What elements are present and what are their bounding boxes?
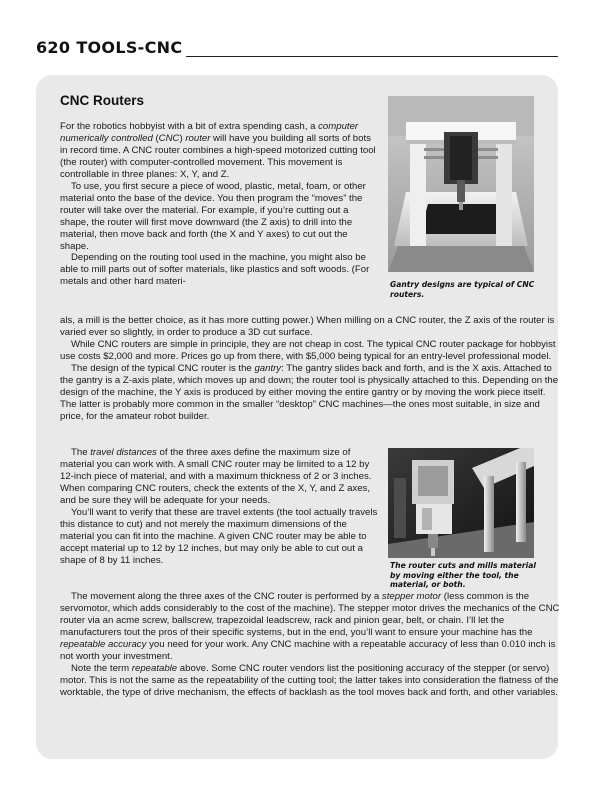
page-number: 620 <box>36 38 71 57</box>
text-run: (less common is the servomotor, which adds considerably to the cost of the machine). The stepper motor drives the mechanics of the CNC router via an acme screw, ballscrew, trapezoidal leadscrew, rack and pinion gear, belt, or chain. I’ll let the manufacturers tout the pros of their specific systems, but in the end, you’ll want to ensure your machine has the <box>60 591 560 638</box>
paragraph <box>60 181 376 253</box>
paragraph <box>60 663 560 699</box>
cnc-gantry-photo <box>388 96 534 272</box>
text-run: Note the term <box>71 662 132 674</box>
text-run: als, a mill is the better choice, as it has more cutting power.) When milling on a CNC router, the Z axis of the router is varied ever so slightly, in order to produce a 3D cut surface. <box>60 315 555 338</box>
text-run: of the three axes define the maximum size of material you can work with. A small CNC router may be limited to a 12 by 12-inch piece of material, and with a maximum thickness of 2 or 3 inches. When comparing CNC routers, check the extents of the X, Y, and Z axes, and be sure they will be adequate for your needs. <box>60 447 372 506</box>
italic-term: repeatable <box>131 662 178 674</box>
paragraph <box>60 339 560 363</box>
text-run: you need for your work. Any CNC machine with a repeatable accuracy of less than 0.010 inch is not worth your investment. <box>60 638 556 662</box>
text-run: above. Some CNC router vendors list the positioning accuracy of the stepper (or servo) motor. This is not the same as the repeatability of the cutting tool; the latter takes into consideration the flatness of the worktable, the type of drive mechanism, the effects of backlash as the tool moves back and forth, and other variables. <box>60 662 559 698</box>
text-run: The movement along the three axes of the CNC router is performed by a <box>71 591 382 602</box>
italic-term: travel distances <box>90 447 157 458</box>
italic-term: repeatable accuracy <box>60 638 147 650</box>
paragraph <box>60 507 380 567</box>
text-run: The design of the typical CNC router is the <box>71 362 255 374</box>
paragraph <box>60 447 380 507</box>
body-text-column-2 <box>60 315 560 423</box>
text-run: ( <box>152 132 159 144</box>
italic-term: CNC <box>158 132 180 144</box>
paragraph <box>60 121 376 181</box>
text-run: You’ll want to verify that these are travel extents (the tool actually travels this distance to cut) and not merely the maximum dimensions of the material you can fit into the machine. A given CNC router may be able to accept material up to 12 by 12 inches, but may only be able to cut out a shape of 8 by 11 inches. <box>60 506 378 566</box>
router-closeup-photo <box>388 448 534 558</box>
photo2-caption: The router cuts and mills material by moving either the tool, the material, or both. <box>390 561 537 589</box>
paragraph <box>60 591 560 663</box>
text-run: While CNC routers are simple in principle, they are not cheap in cost. The typical CNC router package for hobbyist use costs $2,000 and more. Prices go up from there, with $5,000 being typical for an entry-level professional model. <box>60 338 556 362</box>
paragraph <box>60 363 560 423</box>
text-run: Depending on the routing tool used in the machine, you might also be able to mill parts out of softer materials, like plastics and soft woods. (For metals and other hard materi- <box>60 252 370 288</box>
italic-term: stepper motor <box>381 591 442 602</box>
italic-term: gantry <box>254 362 282 374</box>
body-text-column-1 <box>60 121 376 288</box>
italic-term: computer numerically controlled <box>60 121 359 144</box>
text-run: For the robotics hobbyist with a bit of extra spending cash, a <box>60 121 319 132</box>
body-text-column-3 <box>60 447 380 567</box>
paragraph <box>60 252 376 288</box>
text-run: ) <box>179 132 186 144</box>
running-title: TOOLS-CNC <box>76 38 183 57</box>
photo1-caption: Gantry designs are typical of CNC routers. <box>390 280 535 299</box>
text-run: : The gantry slides back and forth, and is the X axis. Attached to the gantry is a Z-axis plate, which moves up and down; the router tool is physically attached to this. Depending on the design of the machine, the Y axis is produced by either moving the entire gantry or by moving the work piece itself. The latter is probably more common in the smaller “desktop” CNC machines—the ones most suitable, in size and price, for the amateur robot builder. <box>60 362 559 422</box>
body-text-column-4 <box>60 591 560 699</box>
sidebar-title: CNC Routers <box>60 93 145 108</box>
text-run: The <box>71 447 91 458</box>
paragraph <box>60 315 560 339</box>
text-run: To use, you first secure a piece of wood, plastic, metal, foam, or other material onto the base of the device. You then program the “moves” the router will take over the material. For example, if you’re cutting out a shape, the router will first move downward (the Z axis) to drill into the material, then move back and forth (the X and Y axes) to cut out the shape. <box>60 180 366 252</box>
text-run: will have you building all sorts of bots in record time. A CNC router combines a high-speed motorized cutting tool (the router) with computer-controlled movement. This movement is controllable in three planes: X, Y, and Z. <box>60 132 376 180</box>
header-text <box>36 38 186 58</box>
italic-term: router <box>185 132 211 144</box>
running-header <box>36 38 558 58</box>
